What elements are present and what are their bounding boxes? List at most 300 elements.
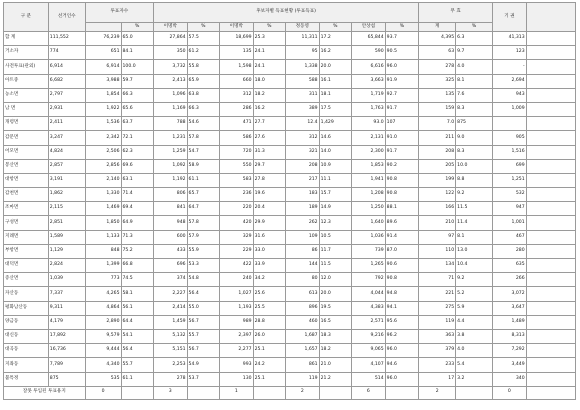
row-label: 감문면 bbox=[4, 131, 49, 145]
table-cell: 1,429 bbox=[319, 117, 351, 131]
table-cell: 58.1 bbox=[121, 287, 153, 301]
table-cell: 420 bbox=[220, 216, 254, 230]
table-cell: 90.8 bbox=[385, 173, 419, 187]
table-cell: 65,844 bbox=[352, 32, 386, 46]
row-label: 대신동 bbox=[4, 329, 49, 343]
table-cell: 53.7 bbox=[187, 372, 219, 386]
table-cell: 2,890 bbox=[85, 315, 121, 329]
table-cell: 90.6 bbox=[385, 259, 419, 273]
table-cell: 9,065 bbox=[352, 344, 386, 358]
table-cell: 31.3 bbox=[253, 145, 285, 159]
table-cell: 1,922 bbox=[85, 102, 121, 116]
header-division: 구 분 bbox=[4, 3, 49, 32]
table-cell: 18.1 bbox=[319, 88, 351, 102]
table-cell: 1,687 bbox=[286, 329, 320, 343]
table-cell: 2,413 bbox=[153, 74, 187, 88]
table-row bbox=[4, 244, 576, 258]
table-cell: 61.2 bbox=[187, 46, 219, 60]
table-cell: 25.1 bbox=[253, 372, 285, 386]
table-cell: 2,253 bbox=[153, 358, 187, 372]
table-cell: 14.6 bbox=[319, 131, 351, 145]
table-cell: 4,265 bbox=[85, 287, 121, 301]
table-cell: 2,300 bbox=[352, 145, 386, 159]
table-cell-empty bbox=[526, 46, 575, 60]
row-label: 부항면 bbox=[4, 244, 49, 258]
table-cell: 34.2 bbox=[253, 273, 285, 287]
table-cell: 2,411 bbox=[48, 117, 85, 131]
table-cell: 467 bbox=[493, 230, 527, 244]
table-cell: 1,231 bbox=[153, 131, 187, 145]
table-cell: 56.4 bbox=[187, 287, 219, 301]
table-cell: 286 bbox=[220, 102, 254, 116]
table-cell: 59.7 bbox=[121, 74, 153, 88]
table-cell: 2,115 bbox=[48, 202, 85, 216]
table-cell: 3,072 bbox=[493, 287, 527, 301]
row-label: 거소자 bbox=[4, 46, 49, 60]
table-cell: 107 bbox=[385, 117, 419, 131]
table-cell: 24.1 bbox=[253, 60, 285, 74]
table-cell: 1,853 bbox=[352, 159, 386, 173]
table-cell: 9.2 bbox=[456, 188, 493, 202]
table-cell: 74.5 bbox=[121, 273, 153, 287]
table-cell: 189 bbox=[286, 202, 320, 216]
table-cell-empty bbox=[526, 88, 575, 102]
table-cell: 5.9 bbox=[456, 301, 493, 315]
table-cell: 720 bbox=[220, 145, 254, 159]
table-cell: 1,208 bbox=[352, 188, 386, 202]
table-cell-empty bbox=[526, 315, 575, 329]
table-cell-empty bbox=[526, 244, 575, 258]
table-cell: 471 bbox=[220, 117, 254, 131]
table-cell: 9,444 bbox=[85, 344, 121, 358]
table-cell: 11.7 bbox=[319, 244, 351, 258]
table-row bbox=[4, 188, 576, 202]
table-cell: 7.0 bbox=[419, 117, 456, 131]
table-cell: 56.4 bbox=[121, 344, 153, 358]
table-cell: 25.1 bbox=[253, 344, 285, 358]
table-cell: 71 bbox=[419, 273, 456, 287]
table-cell: 208 bbox=[419, 145, 456, 159]
table-cell: 221 bbox=[419, 287, 456, 301]
header-invalid-pct: % bbox=[456, 23, 493, 32]
table-cell: 1,265 bbox=[352, 259, 386, 273]
table-cell: - bbox=[493, 60, 527, 74]
table-cell: 166 bbox=[419, 202, 456, 216]
table-cell: 96.0 bbox=[385, 344, 419, 358]
table-cell: 433 bbox=[153, 244, 187, 258]
table-cell: 379 bbox=[419, 344, 456, 358]
table-cell: 1,251 bbox=[493, 173, 527, 187]
table-cell: 788 bbox=[153, 117, 187, 131]
table-cell: 374 bbox=[153, 273, 187, 287]
table-cell: 54.6 bbox=[187, 117, 219, 131]
table-cell-empty bbox=[526, 131, 575, 145]
table-cell: 1,598 bbox=[220, 60, 254, 74]
table-cell: 53.3 bbox=[187, 259, 219, 273]
table-cell: 16.2 bbox=[319, 46, 351, 60]
table-cell: 11.5 bbox=[456, 202, 493, 216]
table-cell: 2,414 bbox=[153, 301, 187, 315]
table-cell: 321 bbox=[286, 145, 320, 159]
table-cell: 25.6 bbox=[253, 287, 285, 301]
table-cell: 33.0 bbox=[253, 244, 285, 258]
table-cell: 54.1 bbox=[121, 329, 153, 343]
table-cell: 21.2 bbox=[319, 372, 351, 386]
table-cell: 8.1 bbox=[456, 74, 493, 88]
table-row bbox=[4, 202, 576, 216]
table-cell: 17 bbox=[419, 372, 456, 386]
table-cell: 2,851 bbox=[48, 216, 85, 230]
row-label: 사전투표(관외) bbox=[4, 60, 49, 74]
table-cell: 20.0 bbox=[319, 287, 351, 301]
table-cell: 11,311 bbox=[286, 32, 320, 46]
table-cell: 2,227 bbox=[153, 287, 187, 301]
table-cell: 3,988 bbox=[85, 74, 121, 88]
footer-cell: 1 bbox=[220, 386, 254, 399]
table-cell: 56.7 bbox=[187, 344, 219, 358]
table-cell: 63.7 bbox=[121, 117, 153, 131]
table-cell: 69.6 bbox=[121, 159, 153, 173]
header-candidate-3: 정동영 bbox=[286, 23, 320, 32]
table-cell: 2,131 bbox=[352, 131, 386, 145]
table-cell: 31.6 bbox=[253, 230, 285, 244]
table-cell: 24.2 bbox=[253, 358, 285, 372]
table-cell: 1,036 bbox=[352, 230, 386, 244]
table-cell: 75.2 bbox=[121, 244, 153, 258]
table-cell: 63.1 bbox=[121, 173, 153, 187]
header-blank bbox=[526, 3, 575, 32]
table-cell: 93.0 bbox=[352, 117, 386, 131]
table-cell: 208 bbox=[286, 159, 320, 173]
table-cell: 122 bbox=[419, 188, 456, 202]
table-cell: 773 bbox=[85, 273, 121, 287]
table-cell: 11.1 bbox=[319, 173, 351, 187]
table-cell: 8.8 bbox=[456, 173, 493, 187]
table-cell: 210 bbox=[419, 216, 456, 230]
table-cell: 3,647 bbox=[493, 301, 527, 315]
table-cell: 422 bbox=[220, 259, 254, 273]
table-cell-empty bbox=[526, 74, 575, 88]
row-label: 개령면 bbox=[4, 117, 49, 131]
table-cell: 66.8 bbox=[121, 259, 153, 273]
table-cell: 220 bbox=[220, 202, 254, 216]
table-cell: 4,107 bbox=[352, 358, 386, 372]
table-cell: 389 bbox=[286, 102, 320, 116]
header-turnout-count bbox=[85, 23, 121, 32]
table-row bbox=[4, 344, 576, 358]
table-cell: 96.0 bbox=[385, 60, 419, 74]
table-cell: 88.1 bbox=[385, 202, 419, 216]
table-cell: 1,850 bbox=[85, 216, 121, 230]
table-cell: 896 bbox=[286, 301, 320, 315]
header-invalid-total: 계 bbox=[419, 23, 456, 32]
table-cell: 55.7 bbox=[121, 358, 153, 372]
table-cell-empty bbox=[526, 301, 575, 315]
table-cell bbox=[493, 117, 527, 131]
table-cell: 4,395 bbox=[419, 32, 456, 46]
row-label: 합 계 bbox=[4, 32, 49, 46]
row-label: 평화남산동 bbox=[4, 301, 49, 315]
table-cell: 311 bbox=[286, 88, 320, 102]
table-cell: 9,311 bbox=[48, 301, 85, 315]
row-label: 대덕면 bbox=[4, 259, 49, 273]
table-cell-empty bbox=[526, 173, 575, 187]
table-row bbox=[4, 230, 576, 244]
table-cell-empty bbox=[526, 372, 575, 386]
table-cell: 1,489 bbox=[493, 315, 527, 329]
table-cell: 94.6 bbox=[385, 358, 419, 372]
row-label: 구성면 bbox=[4, 216, 49, 230]
table-cell: 96.0 bbox=[385, 372, 419, 386]
footer-cell: 3 bbox=[153, 386, 187, 399]
table-cell: 4.0 bbox=[456, 60, 493, 74]
table-cell: 119 bbox=[286, 372, 320, 386]
table-cell: 64.9 bbox=[121, 216, 153, 230]
footer-cell: 0 bbox=[85, 386, 121, 399]
table-cell: 2,694 bbox=[493, 74, 527, 88]
table-cell: 613 bbox=[286, 287, 320, 301]
table-cell: 1,399 bbox=[85, 259, 121, 273]
footer-row bbox=[4, 386, 576, 399]
table-cell: 159 bbox=[419, 102, 456, 116]
table-cell: 27.6 bbox=[253, 131, 285, 145]
table-cell: 64.4 bbox=[121, 315, 153, 329]
table-cell: 134 bbox=[419, 259, 456, 273]
table-cell: 635 bbox=[493, 259, 527, 273]
table-cell: 588 bbox=[286, 74, 320, 88]
table-cell: 71.4 bbox=[121, 188, 153, 202]
table-row bbox=[4, 88, 576, 102]
row-label: 어모면 bbox=[4, 145, 49, 159]
table-cell: 211 bbox=[419, 131, 456, 145]
table-cell: 3,663 bbox=[352, 74, 386, 88]
table-cell: 947 bbox=[493, 202, 527, 216]
table-cell: 18.2 bbox=[319, 344, 351, 358]
table-row bbox=[4, 74, 576, 88]
table-cell: 10.4 bbox=[456, 259, 493, 273]
table-cell: 4.0 bbox=[456, 344, 493, 358]
table-cell: 65.7 bbox=[187, 188, 219, 202]
table-cell: 233 bbox=[419, 358, 456, 372]
table-cell: 739 bbox=[352, 244, 386, 258]
table-cell: 329 bbox=[220, 230, 254, 244]
table-cell: 90.2 bbox=[385, 159, 419, 173]
table-cell: 875 bbox=[48, 372, 85, 386]
results-table-container bbox=[3, 2, 576, 400]
table-cell: 199 bbox=[419, 173, 456, 187]
table-cell: 6,914 bbox=[48, 60, 85, 74]
row-label: 양금동 bbox=[4, 315, 49, 329]
header-candidate-1-pct: % bbox=[187, 23, 219, 32]
table-cell: 1,459 bbox=[153, 315, 187, 329]
table-cell: 1,193 bbox=[220, 301, 254, 315]
table-cell: 19.5 bbox=[319, 301, 351, 315]
table-cell: 514 bbox=[352, 372, 386, 386]
footer-cell bbox=[319, 386, 351, 399]
table-cell: 57.8 bbox=[187, 131, 219, 145]
table-cell: 651 bbox=[85, 46, 121, 60]
table-cell: 660 bbox=[220, 74, 254, 88]
table-cell-empty bbox=[526, 159, 575, 173]
table-row bbox=[4, 32, 576, 46]
table-cell-empty bbox=[526, 344, 575, 358]
footer-cell: 0 bbox=[493, 386, 527, 399]
table-cell: 65.9 bbox=[187, 74, 219, 88]
footer-cell bbox=[253, 386, 285, 399]
table-cell: 236 bbox=[220, 188, 254, 202]
table-cell: 90.5 bbox=[385, 46, 419, 60]
table-cell: 861 bbox=[286, 358, 320, 372]
table-cell: 262 bbox=[286, 216, 320, 230]
election-results-table bbox=[3, 2, 576, 400]
table-cell: 14.9 bbox=[319, 202, 351, 216]
table-cell: 27.8 bbox=[253, 173, 285, 187]
table-cell: 16.2 bbox=[253, 102, 285, 116]
table-cell: 3,247 bbox=[48, 131, 85, 145]
table-row bbox=[4, 216, 576, 230]
table-cell-empty bbox=[526, 216, 575, 230]
table-cell: 84.1 bbox=[121, 46, 153, 60]
table-row bbox=[4, 358, 576, 372]
row-label: 아트중 bbox=[4, 74, 49, 88]
table-cell: 312 bbox=[286, 131, 320, 145]
table-cell: 590 bbox=[352, 46, 386, 60]
table-cell: 56.7 bbox=[187, 315, 219, 329]
header-candidate-3-pct: % bbox=[319, 23, 351, 32]
table-cell: 1,096 bbox=[153, 88, 187, 102]
table-cell: 71.3 bbox=[121, 230, 153, 244]
row-label: 증산면 bbox=[4, 273, 49, 287]
table-cell: 1,001 bbox=[493, 216, 527, 230]
table-cell: 340 bbox=[493, 372, 527, 386]
table-cell: 1,657 bbox=[286, 344, 320, 358]
table-cell: 806 bbox=[153, 188, 187, 202]
table-cell-empty bbox=[526, 102, 575, 116]
table-cell-empty bbox=[526, 230, 575, 244]
table-cell-empty bbox=[526, 117, 575, 131]
table-cell: 792 bbox=[352, 273, 386, 287]
table-cell: 2,342 bbox=[85, 131, 121, 145]
table-cell: 8.3 bbox=[456, 102, 493, 116]
table-cell: 95.6 bbox=[385, 315, 419, 329]
table-cell: 8.3 bbox=[456, 145, 493, 159]
table-cell: 6,616 bbox=[352, 60, 386, 74]
table-cell: 55.7 bbox=[187, 329, 219, 343]
table-cell: 312 bbox=[220, 88, 254, 102]
table-cell: 29.7 bbox=[253, 159, 285, 173]
table-cell: 61.1 bbox=[121, 372, 153, 386]
table-cell: 278 bbox=[419, 60, 456, 74]
table-cell: 875 bbox=[456, 117, 493, 131]
table-cell: 183 bbox=[286, 188, 320, 202]
table-cell: 14.0 bbox=[319, 145, 351, 159]
footer-cell bbox=[187, 386, 219, 399]
table-cell: 11.4 bbox=[456, 216, 493, 230]
table-cell: 550 bbox=[220, 159, 254, 173]
table-cell: 1,133 bbox=[85, 230, 121, 244]
table-cell: 1,330 bbox=[85, 188, 121, 202]
table-cell: 6.3 bbox=[456, 32, 493, 46]
table-cell: 55.8 bbox=[187, 60, 219, 74]
table-row bbox=[4, 301, 576, 315]
table-cell: 586 bbox=[220, 131, 254, 145]
table-cell: 1,259 bbox=[153, 145, 187, 159]
header-votes-by-candidate: 후보자별 득표현황 (투표득표) bbox=[153, 3, 418, 23]
table-cell: 54.9 bbox=[187, 358, 219, 372]
table-cell: 1,009 bbox=[493, 102, 527, 116]
row-label: 지례면 bbox=[4, 230, 49, 244]
table-cell: 583 bbox=[220, 173, 254, 187]
header-candidate-2: 이명박 bbox=[220, 23, 254, 32]
table-cell: 63 bbox=[419, 46, 456, 60]
table-cell: 109 bbox=[286, 230, 320, 244]
footer-cell bbox=[385, 386, 419, 399]
table-row bbox=[4, 60, 576, 74]
footer-cell-empty bbox=[526, 386, 575, 399]
table-cell: 17.5 bbox=[319, 102, 351, 116]
table-cell: 4,179 bbox=[48, 315, 85, 329]
table-cell: 90.8 bbox=[385, 273, 419, 287]
table-cell: 119 bbox=[419, 315, 456, 329]
table-cell: 110 bbox=[419, 244, 456, 258]
table-cell: 240 bbox=[220, 273, 254, 287]
row-label: 조마면 bbox=[4, 202, 49, 216]
table-cell: 278 bbox=[153, 372, 187, 386]
table-cell: 460 bbox=[286, 315, 320, 329]
table-cell-empty bbox=[526, 60, 575, 74]
table-cell: 18.2 bbox=[253, 88, 285, 102]
table-cell: 1,469 bbox=[85, 202, 121, 216]
table-cell: 57.8 bbox=[187, 216, 219, 230]
table-cell: 1,719 bbox=[352, 88, 386, 102]
table-cell: 363 bbox=[419, 329, 456, 343]
table-cell: 1,941 bbox=[352, 173, 386, 187]
table-cell-empty bbox=[526, 329, 575, 343]
table-row bbox=[4, 329, 576, 343]
header-total-pct: % bbox=[385, 23, 419, 32]
header-candidate-2-pct: % bbox=[253, 23, 285, 32]
table-cell: 17,892 bbox=[48, 329, 85, 343]
table-cell: 532 bbox=[493, 188, 527, 202]
table-cell: 91.9 bbox=[385, 74, 419, 88]
table-cell: 90.8 bbox=[385, 188, 419, 202]
table-cell: 9.2 bbox=[456, 273, 493, 287]
table-cell: 1,516 bbox=[493, 145, 527, 159]
table-row bbox=[4, 159, 576, 173]
table-cell: 774 bbox=[48, 46, 85, 60]
table-cell: 16,736 bbox=[48, 344, 85, 358]
table-cell-empty bbox=[526, 287, 575, 301]
table-cell: 20.4 bbox=[253, 202, 285, 216]
table-cell: 12.0 bbox=[319, 273, 351, 287]
header-candidate-4: 안상섭 bbox=[352, 23, 386, 32]
footer-cell: 6 bbox=[352, 386, 386, 399]
table-cell: 86 bbox=[286, 244, 320, 258]
table-cell: 27,864 bbox=[153, 32, 187, 46]
row-label: 불특정 bbox=[4, 372, 49, 386]
table-cell: 275 bbox=[419, 301, 456, 315]
table-cell: 10.0 bbox=[456, 159, 493, 173]
table-cell: 4,824 bbox=[48, 145, 85, 159]
table-cell: 57.5 bbox=[187, 32, 219, 46]
table-cell: 55.0 bbox=[187, 301, 219, 315]
table-cell: 2,824 bbox=[48, 259, 85, 273]
table-cell: 7,789 bbox=[48, 358, 85, 372]
table-cell: 16.1 bbox=[319, 74, 351, 88]
table-cell: 94.1 bbox=[385, 301, 419, 315]
header-electors: 선거인수 bbox=[48, 3, 85, 32]
table-cell: 33.9 bbox=[253, 259, 285, 273]
